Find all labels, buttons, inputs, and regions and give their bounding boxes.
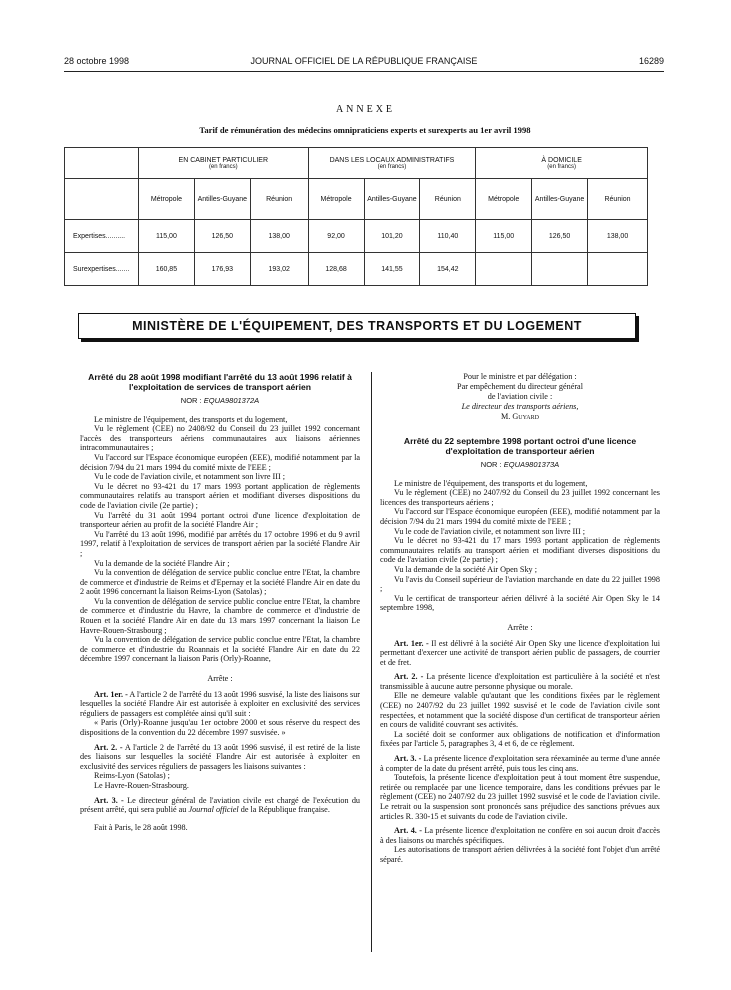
column-header: Antilles-Guyane <box>194 179 250 220</box>
left-column <box>80 372 360 832</box>
signature-line: Par empêchement du directeur général <box>457 382 583 391</box>
table-row <box>65 253 648 286</box>
row-label: Expertises.......... <box>65 220 139 253</box>
right-column <box>380 372 660 865</box>
table-cell: 110,40 <box>420 220 476 253</box>
nor-label: NOR : <box>180 396 202 405</box>
table-corner <box>65 148 139 179</box>
row-label: Surexpertises....... <box>65 253 139 286</box>
visa-paragraph: Vu l'avis du Conseil supérieur de l'aviation marchande en date du 22 juillet 1998 ; <box>380 574 660 594</box>
signature-date: Fait à Paris, le 28 août 1998. <box>94 822 188 832</box>
list-item: Reims-Lyon (Satolas) ; <box>94 771 170 781</box>
table-cell: 138,00 <box>250 220 308 253</box>
page-header <box>64 56 664 70</box>
article-text: La présente licence d'exploitation ne confère en soi aucun droit d'accès à des liaisons ou marchés spécifiques. <box>380 826 660 845</box>
table-cell: 154,42 <box>420 253 476 286</box>
article-text: La présente licence d'exploitation est particulière à la société et n'est transmissible à aucune autre personne physique ou morale. <box>380 672 660 691</box>
visa-paragraph: Vu l'accord sur l'Espace économique européen (EEE), modifié notamment par la décision 7/94 du 21 mars 1994 du comité mixte de l'EEE ; <box>80 452 360 472</box>
article-paragraph <box>380 754 660 773</box>
article-text: de la République française. <box>240 805 330 815</box>
table-row <box>65 220 648 253</box>
table-cell: 126,50 <box>194 220 250 253</box>
column-header: Métropole <box>476 179 532 220</box>
table-cell: 193,02 <box>250 253 308 286</box>
group-header: EN CABINET PARTICULIER (en francs) <box>138 148 308 179</box>
header-rule <box>64 71 664 72</box>
nor-code: EQUA9801373A <box>503 460 560 469</box>
visa-paragraph: Vu la convention de délégation de service public conclue entre l'Etat, la chambre de commerce et d'industrie du Roannais et la société Flandre Air en date du 22 décembre 1997 concernant la liaison Paris (Orly)-Roanne, <box>80 635 360 664</box>
article-paragraph <box>80 690 360 719</box>
column-header: Réunion <box>588 179 648 220</box>
table-cell: 92,00 <box>308 220 364 253</box>
decree-title: Arrêté du 28 août 1998 modifiant l'arrêté du 13 août 1996 relatif à l'exploitation de services de transport aérien <box>88 372 352 392</box>
article-paragraph: Elle ne demeure valable qu'autant que les conditions fixées par le règlement (CEE) no 2407/92 du 23 juillet 1992 susvisé et le code de l'aviation civile sont respectées, et notamment que la société dispose d'un certificat de transporteur aérien en cours de validité couvrant ses activités. <box>380 691 660 730</box>
visa-paragraph: Vu la convention de délégation de service public conclue entre l'Etat, la chambre de commerce et d'industrie du Havre, la chambre de commerce et d'industrie de Rouen et la société Flandre Air en date du 13 mars 1997 concernant la liaison Le Havre-Rouen-Strasbourg ; <box>80 596 360 635</box>
column-header: Antilles-Guyane <box>532 179 588 220</box>
table-cell: 160,85 <box>138 253 194 286</box>
visa-paragraph: Vu la convention de délégation de service public conclue entre l'Etat, la chambre de commerce et d'industrie de Reims et d'Epernay et la société Flandre Air en date du 2 août 1996 concernant la liaison Reims-Lyon (Satolas) ; <box>80 568 360 597</box>
visa-paragraph: Vu le règlement (CEE) no 2407/92 du Conseil du 23 juillet 1992 concernant les licences des transporteurs aériens ; <box>380 488 660 507</box>
table-cell <box>588 253 648 286</box>
ministry-banner: MINISTÈRE DE L'ÉQUIPEMENT, DES TRANSPORTS ET DU LOGEMENT <box>78 313 636 339</box>
visa-paragraph: Vu le code de l'aviation civile, et notamment son livre III ; <box>94 472 286 482</box>
signature-role: Le directeur des transports aériens, <box>461 402 579 411</box>
article-label: Art. 2. - <box>94 742 123 752</box>
nor-label: NOR : <box>480 460 502 469</box>
table-cell: 126,50 <box>532 220 588 253</box>
article-text: A l'article 2 de l'arrêté du 13 août 1996 susvisé, il est retiré de la liste des liaisons sur lesquelles la société Flandre Air est autorisée à exploiter en exclusivité des services réguliers de passagers les liaisons suivantes : <box>80 742 360 771</box>
annexe-title: ANNEXE <box>335 104 396 115</box>
header-journal-title: JOURNAL OFFICIEL DE LA RÉPUBLIQUE FRANÇAISE <box>250 56 478 66</box>
article-text: A l'article 2 de l'arrêté du 13 août 1996 susvisé, la liste des liaisons sur lesquelles la société Flandre Air est autorisée à exploiter en exclusivité des services réguliers de passagers est complétée ainsi qu'il suit : <box>80 689 361 718</box>
article-label: Art. 1er. - <box>394 638 429 648</box>
article-paragraph <box>80 796 360 815</box>
signature-name: M. Guyard <box>501 412 539 421</box>
table-cell: 141,55 <box>364 253 420 286</box>
table-cell: 138,00 <box>588 220 648 253</box>
article-label: Art. 3. - <box>394 754 422 764</box>
column-divider <box>371 372 372 952</box>
column-header: Métropole <box>138 179 194 220</box>
table-cell: 115,00 <box>138 220 194 253</box>
tariff-table <box>64 147 648 286</box>
column-header: Réunion <box>420 179 476 220</box>
visa-paragraph: Vu l'arrêté du 13 août 1996, modifié par arrêtés du 17 octobre 1996 et du 9 avril 1997, relatif à l'exploitation de services de transport aérien par la société Flandre Air ; <box>80 529 360 558</box>
arrete-heading: Arrête : <box>207 674 233 684</box>
visa-paragraph: Vu la demande de la société Flandre Air ; <box>94 558 230 568</box>
group-header: À DOMICILE (en francs) <box>476 148 648 179</box>
article-quote: « Paris (Orly)-Roanne jusqu'au 1er octobre 2000 et sous réserve du respect des dispositions de la convention du 22 décembre 1997 susvisée. » <box>80 718 360 737</box>
column-header: Métropole <box>308 179 364 220</box>
visa-paragraph: Vu le règlement (CEE) no 2408/92 du Conseil du 23 juillet 1992 concernant l'accès des transporteurs aériens communautaires aux liaisons aériennes intracommunautaires ; <box>80 424 360 453</box>
article-label: Art. 1er. - <box>94 689 128 699</box>
article-paragraph <box>380 639 660 668</box>
article-label: Art. 3. - <box>94 795 124 805</box>
visa-paragraph: Vu l'arrêté du 31 août 1994 portant octroi d'une licence d'exploitation de transporteur aérien au profit de la société Flandre Air ; <box>80 510 360 530</box>
article-text: Le directeur général de l'aviation civile est chargé de l'exécution du présent arrêté, qui sera publié au <box>80 795 361 815</box>
signature-line: Pour le ministre et par délégation : <box>463 372 577 381</box>
table-cell: 115,00 <box>476 220 532 253</box>
visa-paragraph: Vu le décret no 93-421 du 17 mars 1993 portant application de règlements communautaires relatifs au transport aérien et modifiant diverses dispositions du code de l'aviation civile (2e partie) ; <box>380 536 660 565</box>
column-header: Antilles-Guyane <box>364 179 420 220</box>
visa-paragraph: Le ministre de l'équipement, des transports et du logement, <box>394 478 588 488</box>
visa-paragraph: Vu le décret no 93-421 du 17 mars 1993 portant application de règlements communautaires relatifs au transport aérien et modifiant diverses dispositions du code de l'aviation civile (2e partie) ; <box>80 481 360 510</box>
article-paragraph <box>380 672 660 691</box>
visa-paragraph: Vu la demande de la société Air Open Sky ; <box>394 564 537 574</box>
visa-paragraph: Le ministre de l'équipement, des transports et du logement, <box>94 414 288 424</box>
nor-reference <box>380 460 660 470</box>
table-cell <box>532 253 588 286</box>
decree-title: Arrêté du 22 septembre 1998 portant octroi d'une licence d'exploitation de transporteur aérien <box>403 436 637 456</box>
article-label: Art. 4. - <box>394 826 422 836</box>
visa-paragraph: Vu le certificat de transporteur aérien délivré à la société Air Open Sky le 14 septembre 1998, <box>380 593 660 613</box>
table-cell <box>476 253 532 286</box>
article-text: La présente licence d'exploitation sera réexaminée au terme d'une année à compter de la date du présent arrêté, puis tous les cinq ans. <box>380 754 661 773</box>
signature-block <box>380 372 660 422</box>
article-label: Art. 2. - <box>394 672 424 682</box>
nor-code: EQUA9801372A <box>203 396 260 405</box>
article-text: Il est délivré à la société Air Open Sky une licence d'exploitation lui permettant d'exercer une activité de transport aérien public de passagers, de courrier et de fret. <box>380 638 660 667</box>
column-header: Réunion <box>250 179 308 220</box>
visa-paragraph: Vu l'accord sur l'Espace économique européen (EEE), modifié notamment par la décision 7/94 du 21 mars 1994 du comité mixte de l'EEE ; <box>380 507 660 526</box>
list-item: Le Havre-Rouen-Strasbourg. <box>94 780 189 790</box>
signature-line: de l'aviation civile : <box>487 392 553 401</box>
article-paragraph: Toutefois, la présente licence d'exploitation peut à tout moment être suspendue, retirée ou remplacée par une licence temporaire, dans les conditions prévues par le règlement (CEE) no 2407/92 du 23 juillet 1992 susvisé et le code de l'aviation civile. Le retrait ou la suspension sont prononcés sans préjudice des sanctions prévues aux articles R. 330-15 et suivants du code de l'aviation civile. <box>380 773 660 821</box>
header-page-number: 16289 <box>638 56 664 66</box>
article-paragraph <box>380 826 660 845</box>
group-header: DANS LES LOCAUX ADMINISTRATIFS (en francs) <box>308 148 476 179</box>
arrete-heading: Arrête : <box>507 622 533 632</box>
header-date: 28 octobre 1998 <box>64 56 130 66</box>
article-paragraph <box>80 743 360 772</box>
nor-reference <box>80 396 360 406</box>
article-paragraph: La société doit se conformer aux obligations de notification et d'information fixées par l'article 5, paragraphes 3, 4 et 6, de ce règlement. <box>380 729 660 749</box>
annexe-subtitle: Tarif de rémunération des médecins omnipraticiens experts et surexperts au 1er avril 1998 <box>199 125 531 135</box>
article-paragraph: Les autorisations de transport aérien délivrées à la société font l'objet d'un arrêté séparé. <box>380 845 660 864</box>
visa-paragraph: Vu le code de l'aviation civile, et notamment son livre III ; <box>394 526 586 536</box>
table-cell: 128,68 <box>308 253 364 286</box>
table-corner <box>65 179 139 220</box>
journal-name: Journal officiel <box>188 805 239 815</box>
table-cell: 101,20 <box>364 220 420 253</box>
table-cell: 176,93 <box>194 253 250 286</box>
